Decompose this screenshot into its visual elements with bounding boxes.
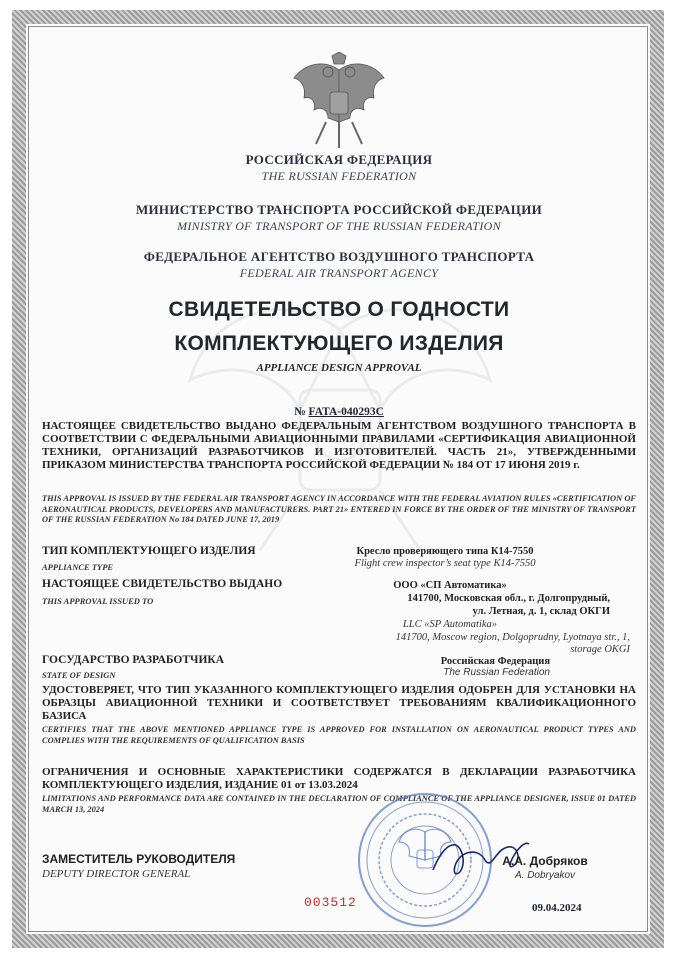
state-value-en: The Russian Federation	[443, 667, 550, 678]
agency-ru: ФЕДЕРАЛЬНОЕ АГЕНТСТВО ВОЗДУШНОГО ТРАНСПОРТА	[143, 249, 535, 264]
appliance-value-en: Flight crew inspector’s seat type K14-7550	[354, 558, 536, 569]
statement-en: THIS APPROVAL IS ISSUED BY THE FEDERAL AIR TRANSPORT AGENCY IN ACCORDANCE WITH THE FEDERAL AVIATION RULES «CERTIFICATION OF AERONAUTICAL PRODUCTS, DEVELOPERS AND MANUFACTURERS. PART 21» ENTERED IN FORCE BY THE ORDER OF THE MINISTRY OF TRANSPORT OF THE RUSSIAN FEDERATION No 184 DATED JUNE 17, 2019	[42, 494, 636, 524]
appliance-label-ru: ТИП КОМПЛЕКТУЮЩЕГО ИЗДЕЛИЯ	[42, 545, 256, 557]
certifies-en: CERTIFIES THAT THE ABOVE MENTIONED APPLIANCE TYPE IS APPROVED FOR INSTALLATION ON AERONAUTICAL PRODUCT TYPES AND COMPLIES WITH THE REQUIREMENTS OF QUALIFICATION BASIS	[42, 725, 636, 745]
number-prefix: №	[294, 406, 306, 418]
signatory-name-en: A. Dobryakov	[514, 870, 576, 881]
state-label-en: STATE OF DESIGN	[42, 670, 116, 680]
ministry-en: MINISTRY OF TRANSPORT OF THE RUSSIAN FEDERATION	[177, 219, 501, 233]
title-line-1: СВИДЕТЕЛЬСТВО О ГОДНОСТИ	[168, 298, 510, 321]
country-ru: РОССИЙСКАЯ ФЕДЕРАЦИЯ	[245, 152, 433, 167]
title-en: APPLIANCE DESIGN APPROVAL	[256, 362, 422, 374]
appliance-value-ru: Кресло проверяющего типа К14-7550	[356, 546, 534, 557]
serial-number: 003512	[304, 895, 357, 910]
state-label-ru: ГОСУДАРСТВО РАЗРАБОТЧИКА	[42, 654, 225, 666]
certifies-ru: УДОСТОВЕРЯЕТ, ЧТО ТИП УКАЗАННОГО КОМПЛЕКТУЮЩЕГО ИЗДЕЛИЯ ОДОБРЕН ДЛЯ УСТАНОВКИ НА ОБРАЗЦЫ АВИАЦИОННОЙ ТЕХНИКИ И СООТВЕТСТВУЕТ ТРЕБОВАНИЯМ КВАЛИФИКАЦИОННОГО БАЗИСА	[42, 684, 636, 722]
signatory-title-en: DEPUTY DIRECTOR GENERAL	[42, 868, 191, 880]
signatory-name-ru: А.А. Добряков	[502, 854, 588, 868]
agency-en: FEDERAL AIR TRANSPORT AGENCY	[239, 266, 439, 280]
coat-of-arms-icon	[286, 52, 392, 152]
issue-date: 09.04.2024	[532, 902, 582, 914]
signatory-title-ru: ЗАМЕСТИТЕЛЬ РУКОВОДИТЕЛЯ	[42, 852, 236, 866]
statement-ru: НАСТОЯЩЕЕ СВИДЕТЕЛЬСТВО ВЫДАНО ФЕДЕРАЛЬНЫМ АГЕНТСТВОМ ВОЗДУШНОГО ТРАНСПОРТА В СООТВЕТСТВИИ С ФЕДЕРАЛЬНЫМИ АВИАЦИОННЫМИ ПРАВИЛАМИ «СЕРТИФИКАЦИЯ АВИАЦИОННОЙ ТЕХНИКИ, ОРГАНИЗАЦИЙ РАЗРАБОТЧИКОВ И ИЗГОТОВИТЕЛЕЙ. ЧАСТЬ 21», УТВЕРЖДЕННЫМИ ПРИКАЗОМ МИНИСТЕРСТВА ТРАНСПОРТА РОССИЙСКОЙ ФЕДЕРАЦИИ № 184 ОТ 17 ИЮНЯ 2019 г.	[42, 420, 636, 471]
issued-addr-en-1: 141700, Moscow region, Dolgoprudny, Lyotnaya str., 1,	[395, 632, 630, 643]
appliance-label-en: APPLIANCE TYPE	[42, 562, 114, 572]
country-en: THE RUSSIAN FEDERATION	[261, 169, 417, 183]
limitations-ru: ОГРАНИЧЕНИЯ И ОСНОВНЫЕ ХАРАКТЕРИСТИКИ СОДЕРЖАТСЯ В ДЕКЛАРАЦИИ РАЗРАБОТЧИКА КОМПЛЕКТУЮЩЕГО ИЗДЕЛИЯ, ИЗДАНИЕ 01 от 13.03.2024	[42, 766, 636, 791]
certificate-number	[40, 406, 638, 418]
issued-addr-ru-2: ул. Летная, д. 1, склад ОКГИ	[472, 606, 610, 617]
ministry-ru: МИНИСТЕРСТВО ТРАНСПОРТА РОССИЙСКОЙ ФЕДЕРАЦИИ	[135, 202, 543, 217]
issued-label-ru: НАСТОЯЩЕЕ СВИДЕТЕЛЬСТВО ВЫДАНО	[42, 578, 283, 590]
issued-addr-en-2: storage OKGI	[570, 644, 630, 655]
limitations-en: LIMITATIONS AND PERFORMANCE DATA ARE CONTAINED IN THE DECLARATION OF COMPLIANCE OF THE APPLIANCE DESIGNER, ISSUE 01 DATED MARCH 13, 2024	[42, 794, 636, 814]
issued-label-en: THIS APPROVAL ISSUED TO	[42, 596, 154, 606]
title-line-2: КОМПЛЕКТУЮЩЕГО ИЗДЕЛИЯ	[174, 332, 504, 355]
number-value: FATA-040293C	[308, 406, 384, 418]
issued-org-en: LLC «SP Automatika»	[402, 619, 498, 630]
issued-org-ru: ООО «СП Автоматика»	[393, 580, 507, 591]
state-value-ru: Российская Федерация	[440, 656, 550, 667]
issued-addr-ru-1: 141700, Московская обл., г. Долгопрудный,	[407, 593, 610, 604]
